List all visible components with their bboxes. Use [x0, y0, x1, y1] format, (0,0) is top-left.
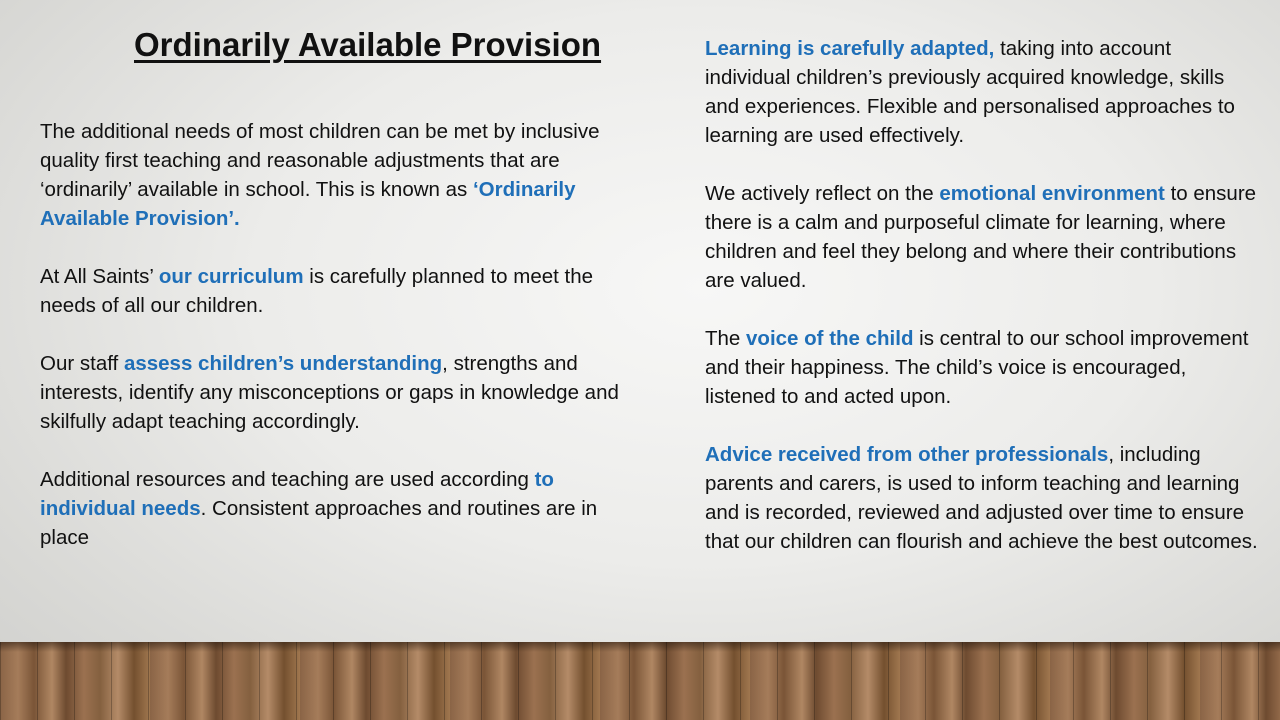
highlight-text: assess children’s understanding: [123, 352, 443, 375]
highlight-text: voice of the child: [746, 327, 914, 350]
wooden-floor-decoration: [0, 642, 1280, 720]
paragraph-text: We actively reflect on the: [705, 182, 940, 205]
paragraph-assessment: [40, 349, 640, 436]
highlight-text: emotional environment: [939, 182, 1165, 205]
paragraph-text: Additional resources and teaching are used according: [40, 468, 535, 491]
paragraph-text: At All Saints’: [40, 265, 159, 288]
paragraph-text: taking into account individual children’s previously acquired knowledge, skills and experiences. Flexible and personalised approaches to learning are used effectively.: [705, 37, 1235, 147]
slide-title: Ordinarily Available Provision: [134, 26, 602, 63]
right-column: [705, 34, 1260, 585]
paragraph-text: , strengths and interests, identify any misconceptions or gaps in knowledge and skilfully adapt teaching accordingly.: [40, 352, 619, 433]
paragraph-learning-adapted: [705, 34, 1260, 150]
paragraph-additional-needs: [40, 117, 640, 233]
paragraph-text: The additional needs of most children can be met by inclusive quality first teaching and reasonable adjustments that are ‘ordinarily’ available in school. This is known as: [40, 120, 600, 201]
highlight-text: our curriculum: [158, 265, 304, 288]
paragraph-text: Our staff: [40, 352, 124, 375]
paragraph-text: to ensure there is a calm and purposeful climate for learning, where children and feel they belong and where their contributions are valued.: [705, 182, 1257, 292]
highlight-text: Learning is carefully adapted,: [705, 37, 995, 60]
paragraph-advice-professionals: [705, 440, 1260, 556]
highlight-text: ‘Ordinarily Available Provision’.: [40, 178, 576, 230]
paragraph-text: is central to our school improvement and their happiness. The child’s voice is encouraged, listened to and acted upon.: [705, 327, 1249, 408]
highlight-text: to individual needs: [40, 468, 554, 520]
highlight-text: Advice received from other professionals: [705, 443, 1109, 466]
paragraph-emotional-environment: [705, 179, 1260, 295]
paragraph-resources: [40, 465, 640, 552]
left-column: [40, 117, 640, 581]
paragraph-curriculum: [40, 262, 640, 320]
paragraph-text: , including parents and carers, is used to inform teaching and learning and is recorded, reviewed and adjusted over time to ensure that our children can flourish and achieve the best outcomes.: [705, 443, 1258, 553]
paragraph-text: is carefully planned to meet the needs of all our children.: [40, 265, 594, 317]
paragraph-voice-of-child: [705, 324, 1260, 411]
paragraph-text: The: [705, 327, 747, 350]
paragraph-text: . Consistent approaches and routines are in place: [40, 497, 598, 549]
